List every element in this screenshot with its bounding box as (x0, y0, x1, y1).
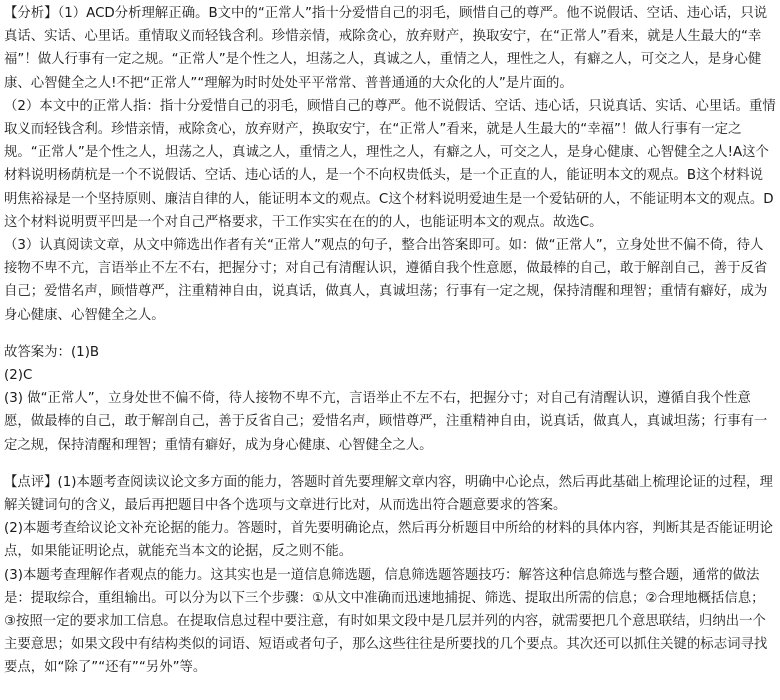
analysis-section (4, 2, 776, 327)
answers-section (4, 341, 776, 457)
analysis-part-1: 【分析】（1）ACD分析理解正确。B文中的“正常人”指十分爱惜自己的羽毛，顾惜自己的尊严。他不说假话、空话、违心话，只说真话、实话、心里话。重情取义而轻钱含利。珍惜亲情，戒除贪心，放弃财产，换取安宁，在“正常人”看来，就是人生最大的“幸福”！做人行事有一定之规。“正常人”是个性之人，坦荡之人，真诚之人，重情之人，理性之人，有癖之人，可交之人，是身心健康、心智健全之人!不把“正常人”“理解为时时处处平平常常、普普通通的大众化的人”是片面的。 (4, 6, 768, 91)
review-section (4, 471, 776, 680)
analysis-part-2: （2）本文中的正常人指：指十分爱惜自己的羽毛，顾惜自己的尊严。他不说假话、空话、违心话，只说真话、实话、心里话。重情取义而轻钱含利。珍惜亲情，戒除贪心，放弃财产，换取安宁，在“正常人”看来，就是人生最大的“幸福”！做人行事有一定之规。“正常人”是个性之人，坦荡之人，真诚之人，重情之人，理性之人，有癖之人，可交之人，是身心健康、心智健全之人!A这个材料说明杨荫杭是一个不说假话、空话、违心话的人，是一个不向权贵低头，是一个正直的人，能证明本文的观点。B这个材料说明焦裕禄是一个坚持原则、廉洁自律的人，能证明本文的观点。C这个材料说明爱迪生是一个爱钻研的人，不能证明本文的观点。D这个材料说明贾平凹是一个对自己严格要求，干工作实实在在的的人，也能证明本文的观点。故选C。 (4, 98, 776, 230)
review-part-1: 【点评】(1)本题考查阅读议论文多方面的能力，答题时首先要理解文章内容，明确中心论点，然后再此基础上梳理论证的过程，理解关键词句的含义，最后再把题目中各个选项与文章进行比对，从而选出符合题意要求的答案。 (4, 474, 773, 514)
answer-1: 故答案为：(1)B (4, 344, 100, 360)
review-part-2: (2)本题考查给议论文补充论据的能力。答题时，首先要明确论点，然后再分析题目中所给的材料的具体内容，判断其是否能证明论点，如果能证明论点，就能充当本文的论据，反之则不能。 (4, 521, 773, 560)
review-part-3: (3)本题考查理解作者观点的能力。这其实也是一道信息筛选题，信息筛选题答题技巧：解答这种信息筛选与整合题，通常的做法是：提取综合，重组输出。可以分为以下三个步骤：①从文中准确而迅速地捕捉、筛选、提取出所需的信息；②合理地概括信息；③按照一定的要求加工信息。在提取信息过程中要注意，有时如果文段中是几层并列的内容，就需要把几个意思联结，归纳出一个主要意思；如果文段中有结构类似的词语、短语或者句子，那么这些往往是所要找的几个要点。其次还可以抓住关键的标志词寻找要点，如“除了”“还有”“另外”等。 (4, 567, 768, 676)
answer-2: (2)C (4, 368, 33, 384)
answer-3: (3) 做“正常人”，立身处世不偏不倚，待人接物不卑不亢，言语举止不左不右，把握分寸；对自己有清醒认识，遵循自我个性意愿，做最棒的自己，敢于解剖自己，善于反省自己；爱惜名声，顾惜尊严，注重精神自由，说真话，做真人，真诚坦荡；行事有一定之规，保持清醒和理智；重情有癖好，成为身心健康、心智健全之人。 (4, 391, 768, 453)
analysis-part-3: （3）认真阅读文章，从文中筛选出作者有关“正常人”观点的句子，整合出答案即可。如：做“正常人”，立身处世不偏不倚，待人接物不卑不亢，言语举止不左不右，把握分寸；对自己有清醒认识，遵循自我个性意愿，做最棒的自己，敢于解剖自己，善于反省自己；爱惜名声，顾惜尊严，注重精神自由，说真话，做真人，真诚坦荡；行事有一定之规，保持清醒和理智；重情有癖好，成为身心健康、心智健全之人。 (4, 238, 768, 323)
